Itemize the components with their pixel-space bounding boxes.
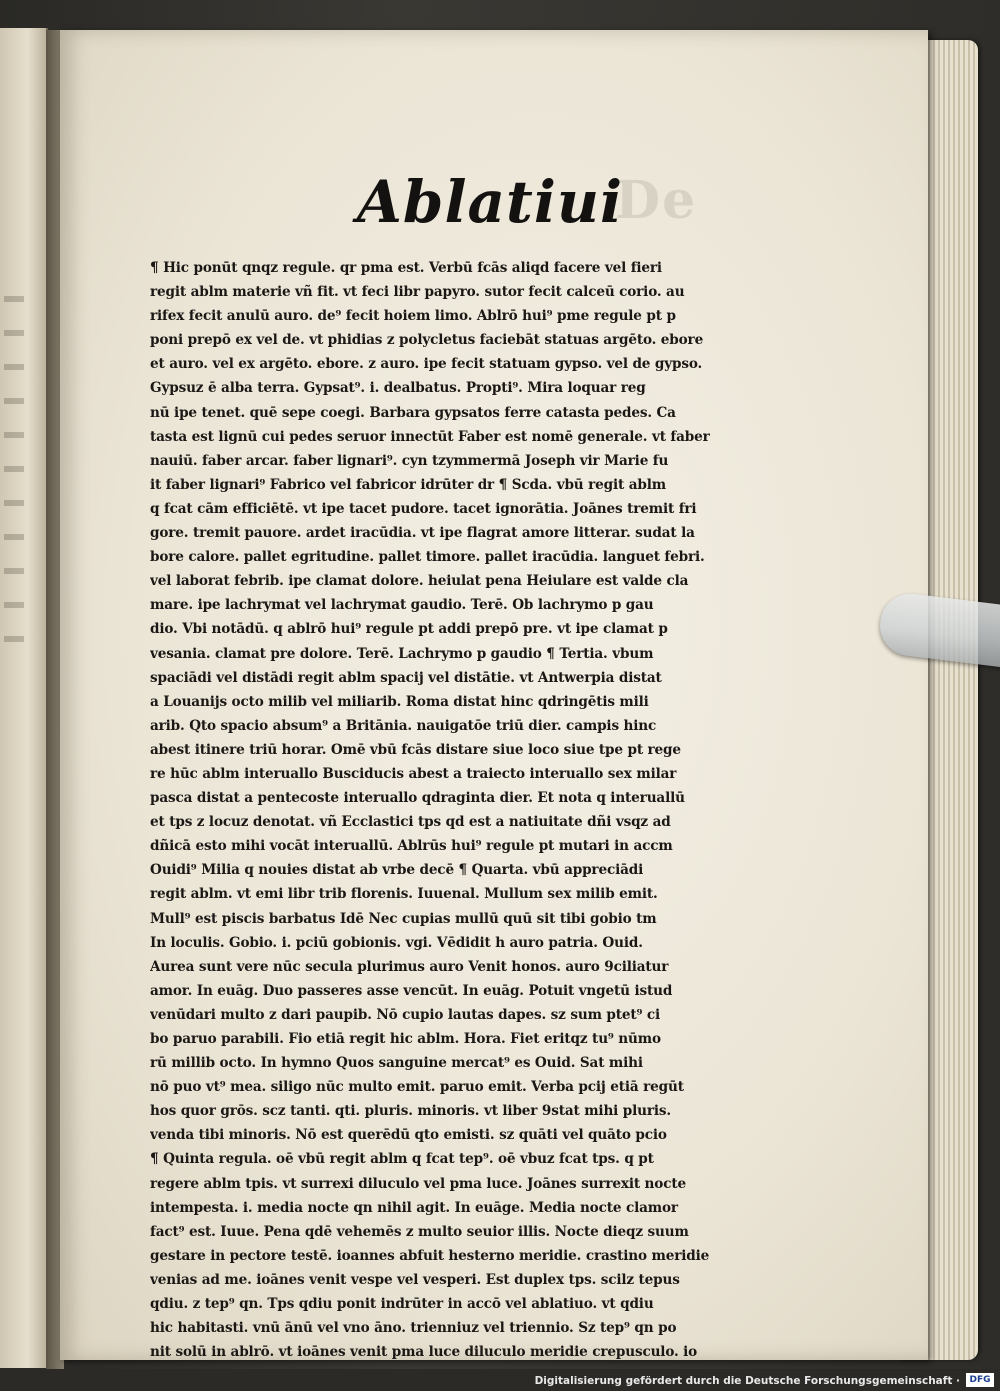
text-line: Gypsuz ē alba terra. Gypsat⁹. i. dealbatus. Propti⁹. Mira loquar reg: [150, 380, 646, 397]
text-line: Ouidi⁹ Milia q nouies distat ab vrbe decē ¶ Quarta. vbū appreciādi: [150, 862, 644, 879]
text-line: gore. tremit pauore. ardet iracūdia. vt ipe flagrat amore litterar. sudat la: [150, 525, 695, 542]
text-line: arib. Qto spacio absum⁹ a Britānia. nauigatōe triū dier. campis hinc: [150, 717, 657, 734]
text-line: et auro. vel ex argēto. ebore. z auro. ipe fecit statuam gypso. vel de gypso.: [150, 356, 703, 373]
text-line: et tps z locuz denotat. vñ Ecclastici tps qd est a natiuitate dñi vsqz ad: [150, 814, 671, 831]
text-line: regit ablm. vt emi libr trib florenis. Iuuenal. Mullum sex milib emit.: [150, 886, 658, 903]
text-line: dio. Vbi notādū. q ablrō hui⁹ regule pt addi prepō pre. vt ipe clamat p: [150, 621, 668, 638]
text-line: nō puo vt⁹ mea. siligo nūc multo emit. paruo emit. Verba pcij etiā regūt: [150, 1079, 684, 1096]
text-line: qdiu. z tep⁹ qn. Tps qdiu ponit indrūter in accō vel ablatiuo. vt qdiu: [150, 1296, 654, 1313]
text-line: q fcat cām efficiētē. vt ipe tacet pudore. tacet ignorātia. Joānes tremit fri: [150, 500, 697, 517]
text-line: hic habitasti. vnū ānū vel vno āno. trienniuz vel triennio. Sz tep⁹ qn po: [150, 1320, 677, 1337]
text-line: ¶ Quinta regula. oē vbū regit ablm q fcat tep⁹. oē vbuz fcat tps. q pt: [150, 1151, 654, 1168]
text-line: a Louanijs octo milib vel miliarib. Roma distat hinc qdringētis mili: [150, 693, 649, 710]
funding-credit: Digitalisierung gefördert durch die Deutsche Forschungsgemeinschaft ·: [534, 1375, 960, 1387]
text-line: abest itinere triū horar. Omē vbū fcās distare siue loco siue tpe pt rege: [150, 741, 681, 758]
text-line: poni prepō ex vel de. vt phidias z polycletus faciebāt statuas argēto. ebore: [150, 332, 704, 349]
text-line: bo paruo parabili. Fio etiā regit hic ablm. Hora. Fiet eritqz tu⁹ nūmo: [150, 1031, 661, 1047]
text-line: In loculis. Gobio. i. pciū gobionis. vgi. Vēdidit h auro patria. Ouid.: [150, 934, 643, 951]
text-line: intempesta. i. media nocte qn nihil agit. In euāge. Media nocte clamor: [150, 1199, 678, 1216]
page-heading: Ablatiui: [356, 168, 624, 236]
book-page: [60, 30, 928, 1360]
left-page-marks: [4, 268, 24, 668]
text-line: venda tibi minoris. Nō est querēdū qto emisti. sz quāti vel quāto pcio: [150, 1127, 667, 1144]
text-line: nit solū in ablrō. vt ioānes venit pma luce diluculo meridie crepusculo. io: [150, 1344, 698, 1361]
text-line: venias ad me. ioānes venit vespe vel vesperi. Est duplex tps. scilz tepus: [150, 1271, 680, 1288]
text-line: amor. In euāg. Duo passeres asse vencūt. In euāg. Potuit vngetū istud: [150, 982, 673, 999]
text-line: it faber lignari⁹ Fabrico vel fabricor idrūter dr ¶ Scda. vbū regit ablm: [150, 476, 666, 493]
text-line: rifex fecit anulū auro. de⁹ fecit hoiem limo. Ablrō hui⁹ pme regule pt p: [150, 308, 676, 325]
text-line: pasca distat a pentecoste interuallo qdraginta dier. Et nota q interuallū: [150, 790, 685, 807]
text-line: regit ablm materie vñ fit. vt feci libr papyro. sutor fecit calceū corio. au: [150, 284, 685, 301]
text-line: rū millib octo. In hymno Quos sanguine mercat⁹ es Ouid. Sat mihi: [150, 1055, 643, 1072]
page-body-text: [150, 256, 800, 1364]
left-page-edge: [0, 28, 48, 1368]
text-line: spaciādi vel distādi regit ablm spacij vel distātie. vt Antwerpia distat: [150, 669, 662, 686]
text-line: vel laborat febrib. ipe clamat dolore. heiulat pena Heiulare est valde cla: [150, 573, 689, 590]
text-line: regere ablm tpis. vt surrexi diluculo vel pma luce. Joānes surrexit nocte: [150, 1175, 686, 1192]
text-line: vesania. clamat pre dolore. Terē. Lachrymo p gaudio ¶ Tertia. vbum: [150, 645, 654, 662]
text-line: nauiū. faber arcar. faber lignari⁹. cyn tzymmermā Joseph vir Marie fu: [150, 452, 669, 469]
text-line: ¶ Hic ponūt qnqz regule. qr pma est. Verbū fcās aliqd facere vel fieri: [150, 260, 662, 276]
text-line: re hūc ablm interuallo Busciducis abest a traiecto interuallo sex milar: [150, 765, 677, 782]
text-line: Mull⁹ est piscis barbatus Idē Nec cupias mullū quū sit tibi gobio tm: [150, 910, 657, 927]
text-line: venūdari multo z dari paupib. Nō cupio lautas dapes. sz sum ptet⁹ ci: [150, 1006, 661, 1023]
dfg-logo: DFG: [966, 1373, 994, 1387]
text-line: dñicā esto mihi vocāt interuallū. Ablrūs hui⁹ regule pt mutari in accm: [150, 838, 673, 855]
text-line: nū ipe tenet. quē sepe coegi. Barbara gypsatos ferre catasta pedes. Ca: [150, 404, 676, 421]
text-line: bore calore. pallet egritudine. pallet timore. pallet iracūdia. languet febri.: [150, 549, 705, 566]
text-line: hos quor grōs. scz tanti. qti. pluris. minoris. vt liber 9stat mihi pluris.: [150, 1103, 671, 1120]
text-line: Aurea sunt vere nūc secula plurimus auro Venit honos. auro 9ciliatur: [150, 958, 669, 975]
bleed-through-heading: De: [615, 170, 698, 231]
text-line: tasta est lignū cui pedes seruor innectūt Faber est nomē generale. vt faber: [150, 428, 710, 445]
text-line: gestare in pectore testē. ioannes abfuit hesterno meridie. crastino meridie: [150, 1247, 710, 1264]
text-line: fact⁹ est. Iuue. Pena qdē vehemēs z multo seuior illis. Nocte dieqz suum: [150, 1223, 689, 1240]
text-line: mare. ipe lachrymat vel lachrymat gaudio. Terē. Ob lachrymo p gau: [150, 597, 654, 614]
